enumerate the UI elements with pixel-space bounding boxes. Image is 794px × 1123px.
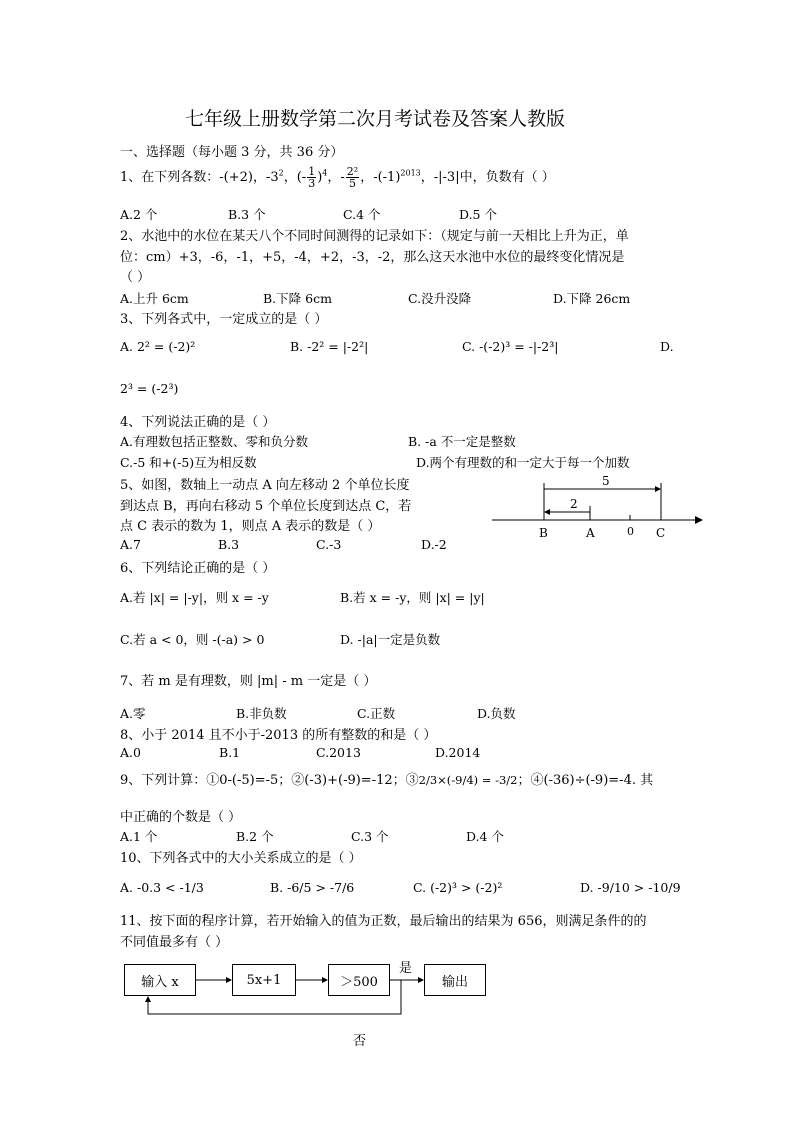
question-1-option-a: A.2 个 — [120, 207, 158, 222]
question-4-option-c: C.-5 和+(-5)互为相反数 — [120, 455, 257, 470]
flow-loop-back — [148, 980, 401, 1014]
question-5-line-2: 到达点 B，再向右移动 5 个单位长度到达点 C，若 — [120, 499, 412, 514]
flow-arrow-2-icon — [322, 977, 328, 983]
question-8-option-b: B.1 — [219, 745, 241, 760]
question-7-option-d: D.负数 — [477, 706, 516, 721]
question-9-option-c: C.3 个 — [351, 829, 389, 844]
arrow-2-head-icon — [544, 509, 550, 515]
question-8-option-a: A.0 — [120, 745, 141, 760]
question-1-option-c: C.4 个 — [343, 207, 381, 222]
flow-arrow-3-icon — [418, 977, 424, 983]
question-9-option-d: D.4 个 — [466, 829, 504, 844]
question-3-option-d-label: D. — [660, 339, 674, 354]
question-7-stem: 7、若 m 是有理数，则 |m| - m 一定是（ ） — [120, 674, 377, 689]
question-1-option-b: B.3 个 — [228, 207, 266, 222]
question-2-option-c: C.没升没降 — [408, 291, 472, 306]
question-5-option-a: A.7 — [120, 537, 141, 552]
label-point-c: C — [656, 526, 666, 540]
flow-no-label: 否 — [353, 1034, 367, 1049]
flow-arrow-1-icon — [226, 977, 232, 983]
question-3-option-b: B. -2² = |-2²| — [290, 339, 369, 354]
arrow-5-head-icon — [655, 486, 661, 492]
question-3-option-a: A. 2² = (-2)² — [120, 339, 196, 354]
question-2-option-a: A.上升 6cm — [120, 291, 189, 306]
question-6-option-d: D. -|a|一定是负数 — [340, 632, 441, 647]
question-1-stem: 1、在下列各数：-(+2)，$-3^2$，(- $\frac{1}{3}$ )$^4$，- $\frac{\text{2²}}{5}$ ，$-(-1)^{2013}$，-|-3|中，负数有（ ） — [120, 165, 555, 190]
question-9-option-a: A.1 个 — [120, 829, 158, 844]
label-origin: 0 — [627, 525, 634, 538]
question-8-option-c: C.2013 — [316, 745, 361, 760]
flow-yes-label: 是 — [399, 961, 413, 976]
flow-output-box: 输出 — [424, 964, 486, 996]
question-7-option-a: A.零 — [120, 706, 146, 721]
question-9-option-b: B.2 个 — [236, 829, 274, 844]
question-4-stem: 4、下列说法正确的是（ ） — [120, 415, 276, 430]
question-10-option-b: B. -6/5 > -7/6 — [270, 880, 355, 895]
question-10-option-d: D. -9/10 > -10/9 — [580, 880, 681, 895]
axis-arrow-icon — [695, 516, 703, 524]
question-4-option-a: A.有理数包括正整数、零和负分数 — [120, 434, 309, 449]
question-8-option-d: D.2014 — [435, 745, 481, 760]
question-6-option-b: B.若 x = -y，则 |x| = |y| — [340, 590, 485, 605]
question-6-option-a: A.若 |x| = |-y|，则 x = -y — [120, 590, 269, 605]
question-5-option-c: C.-3 — [316, 537, 342, 552]
question-2-line-3: （ ） — [120, 270, 151, 285]
flow-loop-arrow-icon — [145, 996, 151, 1002]
label-point-a: A — [586, 526, 595, 540]
question-3-stem: 3、下列各式中，一定成立的是（ ） — [120, 312, 328, 327]
question-2-option-b: B.下降 6cm — [263, 291, 332, 306]
number-line-figure — [490, 470, 705, 545]
page-title: 七年级上册数学第二次月考试卷及答案人教版 — [185, 108, 566, 130]
label-2: 2 — [570, 497, 578, 511]
question-4-option-b: B. -a 不一定是整数 — [408, 434, 516, 449]
flow-input-box: 输入 x — [124, 964, 196, 996]
question-5-option-d: D.-2 — [421, 537, 447, 552]
question-3-option-d: 2³ = (-2³) — [120, 381, 179, 396]
label-5: 5 — [602, 474, 610, 488]
flow-condition-box: ＞500 — [328, 964, 390, 996]
question-11-line-2: 不同值最多有（ ） — [120, 935, 229, 950]
flowchart-connectors — [120, 960, 500, 1030]
question-6-option-c: C.若 a < 0，则 -(-a) > 0 — [120, 632, 265, 647]
section-heading: 一、选择题（每小题 3 分，共 36 分） — [120, 145, 344, 160]
question-2-line-1: 2、水池中的水位在某天八个不同时间测得的记录如下：（规定与前一天相比上升为正，单 — [120, 229, 629, 244]
question-7-option-c: C.正数 — [357, 706, 396, 721]
question-10-stem: 10、下列各式中的大小关系成立的是（ ） — [120, 851, 362, 866]
question-7-option-b: B.非负数 — [236, 706, 287, 721]
question-10-option-c: C. (-2)³ > (-2)² — [413, 880, 503, 895]
question-1-option-d: D.5 个 — [459, 207, 497, 222]
question-5-line-1: 5、如图，数轴上一动点 A 向左移动 2 个单位长度 — [120, 478, 410, 493]
question-2-option-d: D.下降 26cm — [553, 291, 631, 306]
question-3-option-c: C. -(-2)³ = -|-2³| — [462, 339, 559, 354]
label-point-b: B — [539, 526, 548, 540]
question-2-line-2: 位：cm）+3，-6，-1，+5，-4，+2，-3，-2，那么这天水池中水位的最终变化情况是 — [120, 250, 625, 265]
question-11-line-1: 11、按下面的程序计算，若开始输入的值为正数，最后输出的结果为 656，则满足条件的的 — [120, 914, 647, 929]
question-4-option-d: D.两个有理数的和一定大于每一个加数 — [416, 455, 630, 470]
question-9-line-2: 中正确的个数是（ ） — [120, 810, 242, 825]
question-9-expression-3: 2/3×(-9/4) = -3/2 — [418, 773, 518, 787]
flow-operation-box: 5x+1 — [232, 964, 296, 996]
question-9-stem: 9、下列计算：①0-(-5)=-5；②(-3)+(-9)=-12；③2/3×(-9/4) = -3/2；④(-36)÷(-9)=-4. 其 — [120, 773, 654, 788]
question-5-line-3: 点 C 表示的数为 1，则点 A 表示的数是（ ） — [120, 519, 381, 534]
question-10-option-a: A. -0.3 < -1/3 — [120, 880, 204, 895]
question-8-stem: 8、小于 2014 且不小于-2013 的所有整数的和是（ ） — [120, 728, 437, 743]
question-6-stem: 6、下列结论正确的是（ ） — [120, 561, 276, 576]
question-5-option-b: B.3 — [218, 537, 240, 552]
